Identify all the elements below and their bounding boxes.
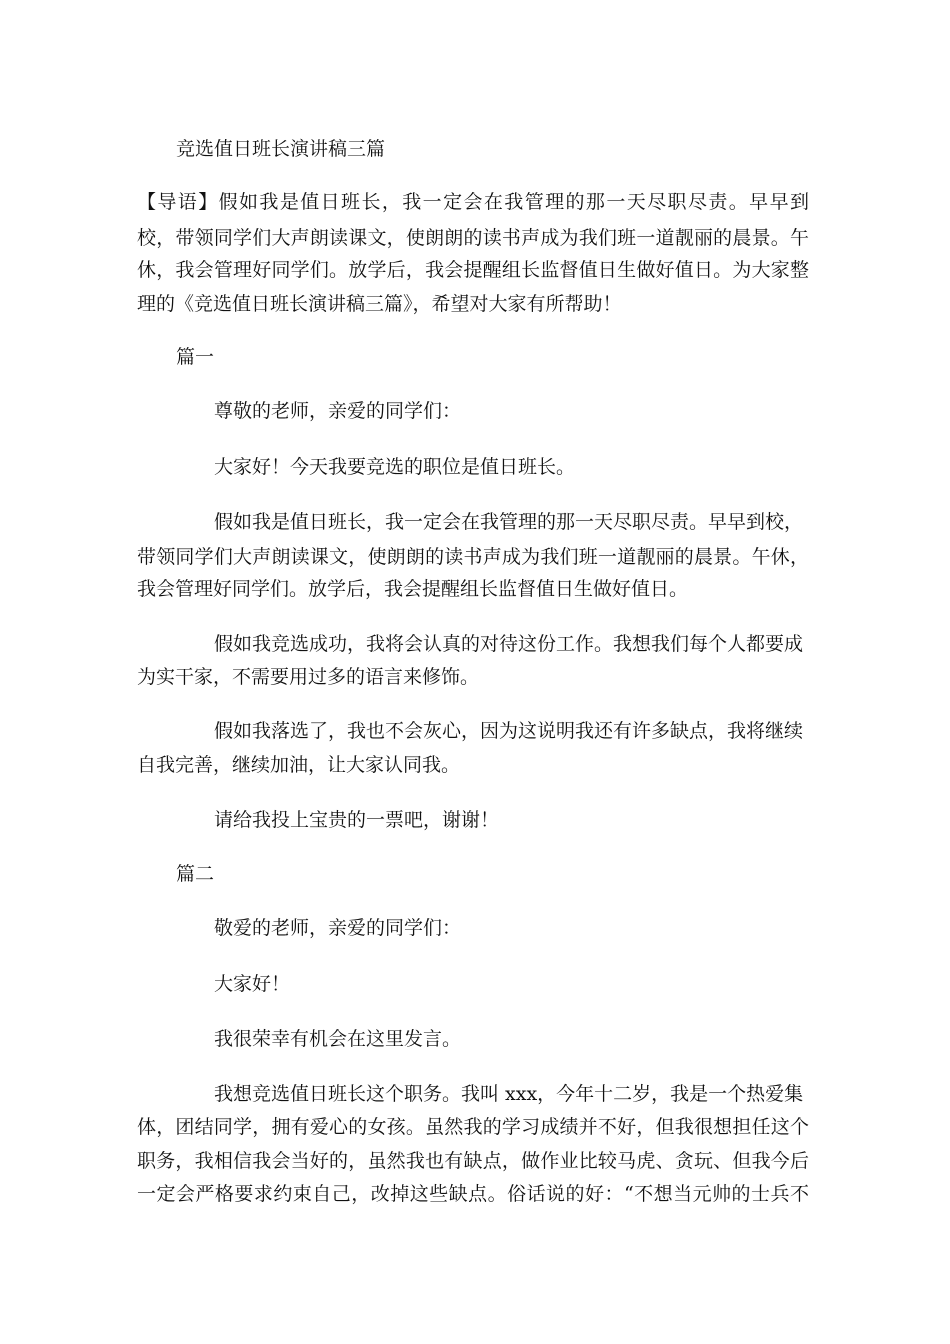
salutation: 敬爱的老师，亲爱的同学们：	[214, 917, 462, 939]
greeting: 大家好！	[214, 973, 291, 995]
intro-line: 理的《竞选值日班长演讲稿三篇》，希望对大家有所帮助！	[137, 293, 622, 315]
paragraph-line: 职务，我相信我会当好的，虽然我也有缺点，做作业比较马虎、贪玩、但我今后	[137, 1150, 809, 1172]
paragraph-line: 一定会严格要求约束自己，改掉这些缺点。俗话说的好：“不想当元帅的士兵不	[137, 1183, 809, 1205]
paragraph-line: 假如我落选了，我也不会灰心，因为这说明我还有许多缺点，我将继续	[214, 720, 804, 742]
intro-line: 休，我会管理好同学们。放学后，我会提醒组长监督值日生做好值日。为大家整	[137, 259, 809, 281]
paragraph-line: 自我完善，继续加油，让大家认同我。	[137, 754, 461, 776]
paragraph-line: 带领同学们大声朗读课文，使朗朗的读书声成为我们班一道靓丽的晨景。午休，	[137, 546, 809, 568]
greeting: 大家好！今天我要竞选的职位是值日班长。	[214, 456, 576, 478]
paragraph-line: 假如我是值日班长，我一定会在我管理的那一天尽职尽责。早早到校，	[214, 511, 804, 533]
section-heading: 篇二	[176, 863, 215, 885]
document-title: 竞选值日班长演讲稿三篇	[176, 138, 386, 160]
paragraph-line: 为实干家，不需要用过多的语言来修饰。	[137, 666, 480, 688]
paragraph-line: 我想竞选值日班长这个职务。我叫 xxx，今年十二岁，我是一个热爱集	[214, 1083, 804, 1105]
paragraph-line: 我会管理好同学们。放学后，我会提醒组长监督值日生做好值日。	[137, 578, 689, 600]
closing-line: 请给我投上宝贵的一票吧，谢谢！	[214, 809, 500, 831]
section-heading: 篇一	[176, 346, 215, 368]
salutation: 尊敬的老师，亲爱的同学们：	[214, 400, 462, 422]
paragraph-line: 假如我竞选成功，我将会认真的对待这份工作。我想我们每个人都要成	[214, 633, 804, 655]
paragraph-line: 体，团结同学，拥有爱心的女孩。虽然我的学习成绩并不好，但我很想担任这个	[137, 1116, 809, 1138]
intro-line: 【导语】假如我是值日班长，我一定会在我管理的那一天尽职尽责。早早到	[137, 191, 809, 213]
intro-line: 校，带领同学们大声朗读课文，使朗朗的读书声成为我们班一道靓丽的晨景。午	[137, 227, 809, 249]
paragraph-line: 我很荣幸有机会在这里发言。	[214, 1028, 462, 1050]
